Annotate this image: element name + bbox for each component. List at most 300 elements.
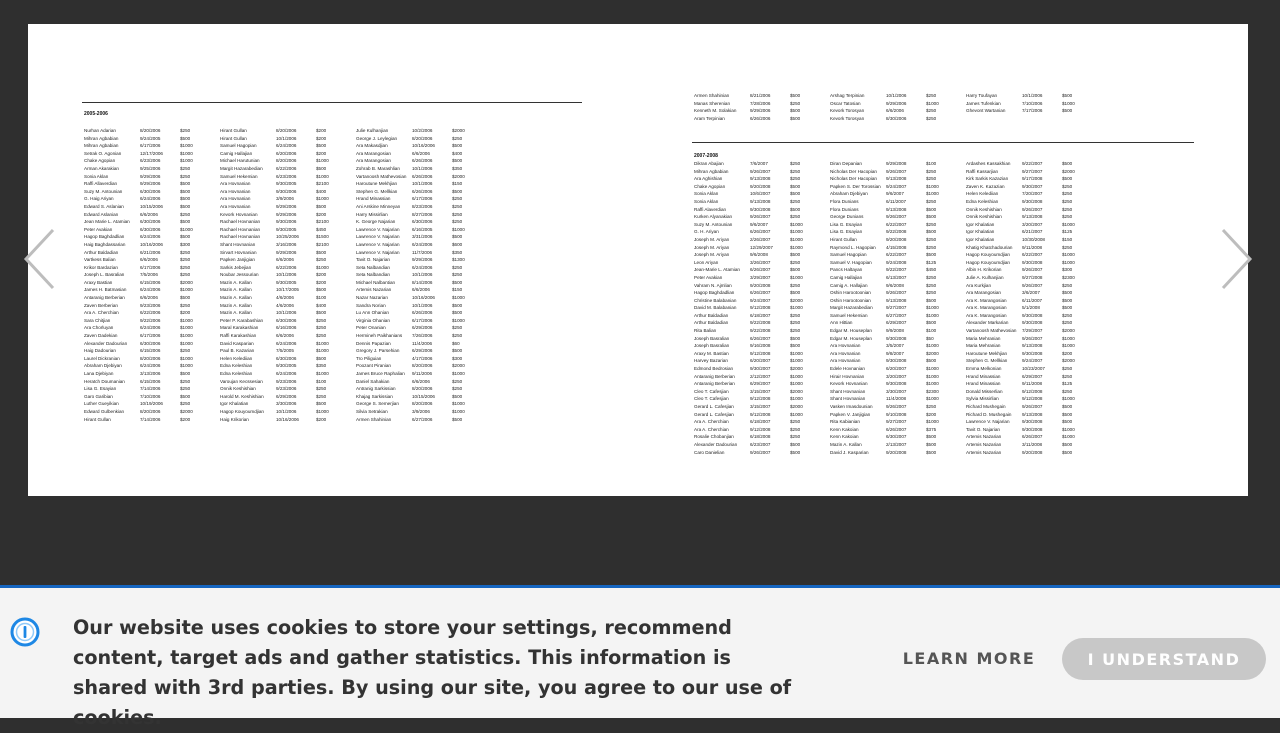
table-cell: Hermineh Paikhanians [356,333,403,339]
table-cell: Arman Akarakian [84,165,119,171]
table-cell: 6/26/2006 [412,158,433,164]
table-cell: 9/27/2008 [1022,274,1043,280]
donation-amount-column [1062,160,1086,456]
table-cell: Mihran Agbabian [84,135,119,141]
table-cell: 10/1/2006 [412,165,433,171]
next-page-button[interactable] [1218,228,1254,290]
table-cell: $500 [452,234,463,240]
table-cell: Kevork Hovnanian [220,211,258,217]
info-icon [10,617,40,647]
table-cell: 6/15/2006 [140,279,161,285]
table-cell: 9/20/2008 [1022,449,1043,455]
table-cell: 6/17/2006 [140,333,161,339]
table-cell: $500 [1062,176,1073,182]
table-cell: $2000 [180,279,193,285]
table-cell: 6/18/2007 [750,312,771,318]
table-cell: $1000 [790,350,803,356]
table-cell: $1000 [926,381,939,387]
table-cell: 9/9/2008 [886,328,904,334]
table-cell: $200 [180,416,191,422]
table-cell: 9/8/2007 [886,350,904,356]
table-cell: $250 [926,282,937,288]
table-cell: Raffi Kassarjian [966,168,999,174]
table-cell: 6/24/2006 [412,241,433,247]
table-cell: Ara Hovnanian [830,350,861,356]
table-cell: $250 [1062,198,1073,204]
table-cell: $250 [316,317,327,323]
table-cell: $500 [1062,108,1073,114]
table-cell: Samuel Hekemian [220,173,258,179]
table-cell: Ara Hovnanian [220,181,251,187]
table-cell: $500 [452,348,463,354]
table-cell: $1000 [180,150,193,156]
table-cell: $1000 [316,173,329,179]
donation-amount-column [790,160,814,456]
table-cell: Kurken Alyanakian [694,214,733,220]
table-cell: Papken Janjigian [220,257,255,263]
table-cell: $500 [452,310,463,316]
donation-date-column [886,92,926,122]
table-cell: 9/29/2006 [276,203,297,209]
table-cell: Ghevont Wartanian [966,108,1006,114]
table-cell: 2/13/2007 [886,441,907,447]
table-cell: 6/30/2006 [140,226,161,232]
table-cell: 6/6/2006 [412,378,430,384]
table-cell: $2000 [452,173,465,179]
table-cell: $2000 [1062,328,1075,334]
table-cell: $500 [452,279,463,285]
table-cell: Vartanoosh Mathevosian [356,173,407,179]
table-cell: $250 [452,203,463,209]
table-cell: 3/9/2006 [276,196,294,202]
table-cell: $350 [452,165,463,171]
table-cell: K. George Najarian [356,219,396,225]
table-cell: 9/24/2008 [886,259,907,265]
table-cell: $450 [926,267,937,273]
table-cell: $500 [790,93,801,98]
table-cell: $500 [1062,297,1073,303]
table-cell: $1000 [790,221,803,227]
table-cell: 3/30/2006 [276,401,297,407]
table-cell: 9/13/2008 [1022,343,1043,349]
table-cell: Joseph M. Ariyan [694,244,730,250]
table-cell: $2100 [316,181,329,187]
table-cell: Ara Hovnanian [830,358,861,364]
table-cell: Cleo T. Cafesjian [694,388,729,394]
table-cell: $150 [452,181,463,187]
table-cell: 8/20/2006 [140,355,161,361]
table-cell: $500 [1062,93,1073,98]
table-cell: Julie Kulhanjian [356,128,389,133]
table-cell: 9/29/2006 [886,100,907,106]
table-cell: Nazar Nazarian [356,295,388,301]
table-cell: $250 [790,259,801,265]
table-cell: $1000 [926,343,939,349]
table-cell: 4/17/2006 [412,355,433,361]
table-cell: 3/20/2007 [1022,221,1043,227]
table-cell: 5/1/2008 [1022,305,1040,311]
table-cell: Artemis Nazarian [356,287,392,293]
table-cell: Lawrence V. Najarian [966,419,1010,425]
table-cell: Lana Djebiyan [84,371,114,376]
cookie-message: Our website uses cookies to store your settings, recommend content, target ads and gather statistics. This information is shared with 3rd parties. By using our site, you agree to our use of cookies. [73,616,792,729]
table-cell: Ara K. Marangosian [966,312,1007,318]
table-cell: 6/29/2006 [412,325,433,331]
table-cell: 9/22/2006 [140,317,161,323]
table-cell: Raffi Alaverdian [694,206,727,212]
table-cell: Tavit O. Najarian [966,426,1000,432]
table-cell: 9/26/2007 [1022,282,1043,288]
table-cell: $2000 [1062,358,1075,364]
table-cell: $250 [790,426,801,432]
table-cell: 9/30/2008 [1022,419,1043,425]
table-cell: Edward S. Aslanian [84,203,124,209]
table-cell: Ara A. Cherchian [84,310,119,316]
donation-amount-column [790,92,814,122]
table-cell: 6/26/2007 [750,290,771,296]
table-cell: Gerard L. Cafesjian [694,404,734,409]
table-cell: $100 [316,295,327,301]
table-cell: 9/30/2005 [276,279,297,285]
table-cell: George S. Semerjian [356,401,399,407]
table-cell: 11/4/2006 [412,340,433,346]
table-cell: 6/16/2006 [276,325,297,331]
table-cell: Suzy M. Antounian [694,221,733,227]
table-cell: Ara K. Marangosian [966,297,1007,303]
table-cell: $1000 [452,371,465,376]
table-cell: $250 [180,302,191,308]
table-cell: $250 [180,211,191,217]
table-cell: Rita Balian [694,328,717,334]
table-cell: $500 [790,343,801,349]
table-cell: $1000 [452,226,465,232]
table-cell: Camig Hallajian [220,150,253,156]
table-cell: $1000 [790,244,803,250]
table-cell: $200 [316,211,327,217]
table-cell: $2000 [452,363,465,369]
table-cell: $250 [790,434,801,440]
table-cell: $250 [180,264,191,270]
table-cell: 9/30/2008 [1022,198,1043,204]
table-cell: $250 [180,378,191,384]
table-cell: 3/9/2006 [412,408,430,414]
table-cell: $1000 [1062,426,1075,432]
table-cell: 6/27/2006 [412,416,433,422]
table-cell: Pancs Haltayan [830,267,863,273]
table-cell: Mazin A. Kallan [220,295,252,301]
table-cell: G. H. Ariyan [694,229,719,235]
table-cell: $1000 [452,401,465,407]
table-cell: $500 [452,158,463,164]
table-cell: $1000 [1062,396,1075,402]
table-cell: Arshag Terpinian [830,93,865,98]
table-cell: Kevork Torosyan [830,115,865,121]
table-cell: 9/30/2006 [276,219,297,225]
learn-more-link[interactable]: LEARN MORE [902,648,1036,668]
table-cell: 9/16/2008 [750,343,771,349]
table-cell: Ara Makasdjian [356,143,388,149]
table-cell: $250 [180,401,191,407]
table-cell: Laurel Dickranian [84,355,120,361]
table-cell: $250 [926,115,937,121]
table-cell: $2000 [926,350,939,356]
table-cell: Virginia Ohanian [356,317,390,323]
table-cell: Shant Hovnanian [830,388,866,394]
table-cell: Mazin A. Kallan [220,310,252,316]
table-cell: 9/12/2008 [750,350,771,356]
table-cell: Aram Terpinian [694,115,725,121]
table-cell: Hagop Baghdadlian [84,234,125,240]
table-cell: Christine Balabanian [694,297,737,303]
table-cell: Caro Danielian [694,449,725,455]
table-cell: $500 [180,135,191,141]
table-cell: 9/23/2006 [276,386,297,392]
table-cell: $500 [452,188,463,194]
table-cell: $500 [790,191,801,197]
table-cell: Abraham Djebiyan [830,191,868,197]
table-cell: $250 [180,249,191,255]
table-cell: 6/29/2007 [886,320,907,326]
table-cell: $250 [452,333,463,339]
table-cell: $500 [180,219,191,225]
table-cell: Diran Depanian [830,161,862,166]
table-cell: 9/6/2008 [750,252,768,258]
table-cell: Oscar Tatosian [830,100,861,106]
table-cell: 6/11/2007 [886,198,907,204]
table-cell: Tro Piliguian [356,355,382,361]
table-cell: $250 [180,128,191,133]
table-cell: James H. Batmasian [84,287,127,293]
table-cell: 8/20/2006 [140,128,161,133]
table-cell: $500 [926,320,937,326]
table-cell: $450 [316,226,327,232]
table-cell: 7/17/2006 [1022,108,1043,114]
table-cell: $250 [790,328,801,334]
table-cell: Ara Marangosian [356,150,391,156]
table-cell: $1000 [180,226,193,232]
table-cell: $250 [1062,191,1073,197]
table-cell: $1000 [180,325,193,331]
table-cell: $250 [452,211,463,217]
table-cell: Armen Shahinian [694,93,730,98]
table-cell: 8/30/2006 [886,115,907,121]
table-cell: Ann Hittian [830,320,853,326]
table-cell: $250 [790,282,801,288]
table-cell: Dikran Abajian [694,161,724,166]
table-cell: $300 [180,241,191,247]
table-cell: Igor Khalatian [966,221,995,227]
table-cell: 10/1/2006 [276,408,297,414]
table-cell: 9/24/2007 [1022,358,1043,364]
table-cell: $250 [1062,320,1073,326]
table-cell: Ara Marangosian [966,290,1001,296]
table-cell: $500 [790,108,801,114]
table-cell [966,115,1022,123]
table-cell: Edna Keleshian [220,371,253,376]
table-cell: 3/16/2006 [276,241,297,247]
table-cell: 9/6/2007 [750,221,768,227]
table-cell: 9/20/2008 [750,282,771,288]
table-cell: $1000 [180,287,193,293]
table-cell: $1000 [790,305,803,311]
table-cell: $500 [316,401,327,407]
table-cell: David J. Kasparian [830,449,869,455]
table-cell: $100 [926,328,937,334]
table-cell: $1300 [452,257,465,263]
table-cell: Mihran Agbabian [84,143,119,149]
table-cell: Noubar Jessourian [220,272,259,278]
table-cell: 3/15/2007 [750,388,771,394]
table-cell: Ara A. Cherchian [694,419,729,425]
donor-name-column [694,92,750,122]
table-cell: Joseph M. Ariyan [694,252,730,258]
table-cell: $350 [316,363,327,369]
table-cell: $250 [790,214,801,220]
table-cell: $250 [926,168,937,174]
table-cell: 3/30/2007 [886,388,907,394]
table-cell: 2/12/2007 [750,373,771,379]
table-cell: Alexander Dadourian [694,441,738,447]
table-cell: 9/22/2008 [750,328,771,334]
table-cell: 11/4/2008 [886,396,907,402]
table-cell: 9/12/2008 [750,396,771,402]
table-cell: Antaranig Berberian [694,381,735,387]
table-cell: 7/14/2006 [140,386,161,392]
table-cell: 9/29/2006 [750,108,771,114]
table-cell: David M. Balabanian [694,305,737,311]
table-cell: $500 [790,183,801,189]
table-cell: Edele Hovnanian [830,366,865,372]
table-cell: Cleo T. Cafesjian [694,396,729,402]
table-cell: $2000 [1062,168,1075,174]
table-cell: 10/15/2006 [412,393,435,399]
table-cell: 10/1/2006 [886,93,907,98]
accept-cookies-button[interactable]: I UNDERSTAND [1062,638,1266,680]
table-cell: $1000 [926,373,939,379]
table-cell: $250 [452,264,463,270]
table-cell: Edna Keleshian [966,198,999,204]
table-cell: 6/26/2007 [1022,434,1043,440]
table-cell: $1000 [790,358,803,364]
table-cell: Peter Avakian [694,274,723,280]
table-cell: 6/24/2006 [276,340,297,346]
table-cell: 9/30/2008 [886,335,907,341]
table-cell: $1000 [452,317,465,323]
table-cell: Haig Krikorian [220,416,249,422]
table-cell: 9/30/2005 [276,181,297,187]
table-cell: $500 [926,206,937,212]
table-cell: $60 [452,340,460,346]
table-cell: Maria Mehranian [966,343,1001,349]
table-cell: Haroutune Mekhjian [356,181,398,187]
table-cell: 6/11/2007 [1022,297,1043,303]
table-cell: 6/6/2006 [140,211,158,217]
table-cell: 9/12/2008 [1022,388,1043,394]
donor-table [84,127,476,423]
table-cell: 9/26/2007 [886,168,907,174]
table-cell: $500 [790,441,801,447]
table-cell: $500 [316,143,327,149]
table-cell: Vasken Imasdounian [830,404,873,409]
table-cell: Kenneth M. Solakian [694,108,737,114]
table-cell: 6/6/2006 [276,333,294,339]
table-cell: $1000 [790,396,803,402]
table-cell: Helen Kelediian [966,191,999,197]
table-cell: $500 [1062,449,1073,455]
table-cell: 9/30/2008 [750,206,771,212]
donor-name-column [356,127,412,423]
table-cell: $1000 [316,196,329,202]
previous-page-button[interactable] [22,228,58,290]
table-cell: 9/29/2006 [412,257,433,263]
table-cell: $250 [926,221,937,227]
table-cell: 9/24/2007 [886,183,907,189]
table-cell: Hirair Hovnanian [830,373,865,379]
table-cell: $500 [790,290,801,296]
table-cell: 4/15/2008 [886,244,907,250]
table-cell: Ara Hovnanian [220,203,251,209]
table-cell: $250 [926,236,937,242]
table-cell: Varoujan Kecssesian [220,378,263,384]
table-cell: $500 [180,181,191,187]
donation-amount-column [926,160,950,456]
table-cell: $500 [926,358,937,364]
donor-name-column [830,160,886,456]
table-cell: $600 [452,241,463,247]
table-cell: Lisa G. Esayian [830,229,863,235]
table-cell: 9/29/2006 [140,173,161,179]
table-cell: $500 [1062,305,1073,311]
table-cell: 3/6/2007 [1022,290,1040,296]
donor-table-continued [694,92,1086,122]
table-cell: Harvey Bazarian [694,358,728,364]
table-cell: 2/26/2007 [750,236,771,242]
table-cell: Sonia Aklan [694,191,719,197]
table-cell: $250 [790,168,801,174]
table-cell: $125 [1062,381,1073,387]
table-cell: 10/15/2006 [140,203,163,209]
table-cell: $250 [790,100,801,106]
chevron-left-icon [23,228,57,290]
table-cell: $250 [926,176,937,182]
table-cell: Stephen G. Mellkian [966,358,1008,364]
table-cell: $250 [316,257,327,263]
table-cell: Zohrab B. Marashlian [356,165,400,171]
table-cell: 6/6/2006 [886,108,904,114]
table-cell: $250 [1062,388,1073,394]
table-cell: George Dunians [830,214,864,220]
table-cell: Paul B. Kazarian [220,348,255,354]
table-cell: 4/6/2006 [276,302,294,308]
table-cell: Suzy M. Antounian [84,188,123,194]
table-cell: 9/26/2007 [1022,267,1043,273]
table-cell: 6/17/2006 [412,317,433,323]
table-cell: $500 [926,229,937,235]
table-cell: $1000 [316,264,329,270]
table-cell: 6/22/2006 [276,165,297,171]
table-cell: Mazin A. Kallan [830,441,862,447]
table-cell: $200 [316,135,327,141]
table-cell: 6/24/2006 [140,363,161,369]
table-cell: 8/20/2006 [412,386,433,392]
table-cell: $250 [180,257,191,263]
right-page [638,24,1248,496]
table-cell: $100 [316,378,327,384]
table-cell: 6/26/2006 [412,173,433,179]
table-cell: $250 [452,325,463,331]
table-cell: Zaven Dadekian [84,333,118,339]
table-cell: Khajag Sarkissian [356,393,393,399]
